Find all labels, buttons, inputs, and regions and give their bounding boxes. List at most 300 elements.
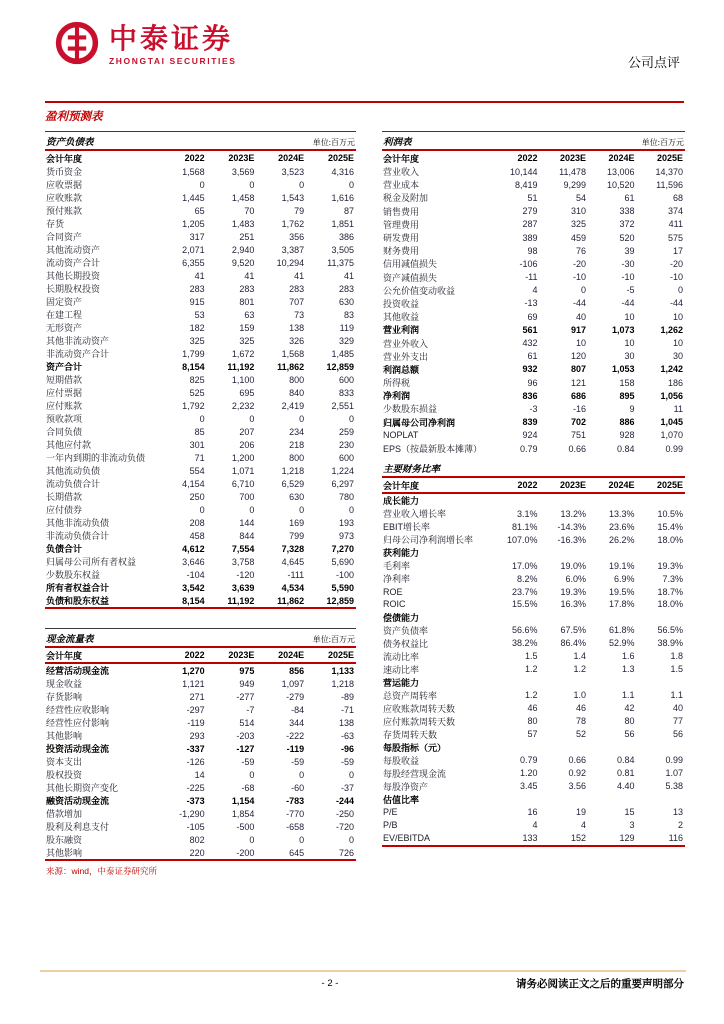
row-label: 债务权益比 (383, 638, 429, 649)
row-label: 其他长期资产变化 (46, 783, 119, 793)
cell-value (540, 546, 588, 559)
source-note: 来源：wind，中泰证券研究所 (46, 866, 157, 876)
cell-value: 10.5% (657, 508, 683, 519)
balance-sheet-block (45, 131, 356, 609)
cell-value (637, 493, 686, 507)
table-row (382, 402, 685, 415)
cell-value: 10,144 (510, 166, 538, 177)
table-row (382, 244, 685, 257)
cell-value: 0.66 (568, 443, 587, 454)
cell-value: 3,523 (281, 166, 305, 177)
row-label: 营运能力 (383, 677, 420, 688)
cell-value: 5.38 (665, 781, 683, 792)
row-label: 财务费用 (383, 246, 420, 257)
cell-value: -111 (287, 569, 305, 580)
row-label: 经营性应付影响 (46, 718, 110, 728)
column-header-label: 会计年度 (46, 650, 83, 661)
cell-value: 700 (239, 491, 255, 502)
section-row (382, 546, 685, 559)
cell-value: -277 (236, 691, 255, 702)
cell-value: 459 (570, 232, 587, 243)
cell-value: 13,006 (606, 166, 635, 177)
cell-value: -44 (621, 298, 635, 309)
column-header-year: 2022 (184, 650, 205, 660)
cell-value: 0 (299, 179, 305, 190)
row-label: 应收账款周转天数 (383, 703, 456, 714)
row-label: 估值比率 (383, 794, 420, 805)
cell-value: 949 (239, 678, 255, 689)
table-row (45, 690, 356, 703)
cell-value: 61 (527, 351, 538, 362)
cell-value: 432 (522, 338, 538, 349)
cell-value: -1,290 (179, 808, 205, 819)
row-label: 借款增加 (46, 809, 83, 819)
cell-value: -10 (669, 272, 683, 283)
cell-value: 42 (624, 703, 635, 714)
cell-value: 6,355 (182, 257, 205, 268)
row-label: 所有者权益合计 (46, 583, 110, 593)
cell-value (491, 493, 539, 507)
cell-value: 3 (629, 820, 635, 831)
ratios-title: 主要财务比率 (383, 465, 441, 476)
table-row (45, 477, 356, 490)
cell-value: 1,071 (231, 465, 255, 476)
cell-value: 1,672 (231, 348, 255, 359)
row-label: 投资收益 (383, 298, 420, 309)
section-row (382, 493, 685, 507)
column-header-year: 2023E (228, 153, 255, 163)
table-row (382, 297, 685, 310)
cell-value: 9,299 (563, 179, 587, 190)
cell-value: 973 (338, 530, 354, 541)
cell-value: 251 (239, 231, 255, 242)
income-statement-title-row (382, 131, 685, 151)
row-label: 信用减值损失 (383, 259, 438, 270)
table-row (382, 559, 685, 572)
cell-value: 4 (581, 820, 587, 831)
cell-value: 10 (672, 338, 683, 349)
cell-value: 2 (677, 820, 683, 831)
table-body (45, 663, 356, 860)
row-label: P/E (383, 807, 398, 818)
table-row (45, 794, 356, 807)
cell-value: -222 (286, 730, 305, 741)
cell-value: 230 (338, 439, 354, 450)
cell-value: 96 (527, 377, 538, 388)
row-label: 速动比率 (383, 664, 420, 675)
cell-value: 1.4 (573, 651, 587, 662)
row-label: 投资活动现金流 (46, 744, 110, 754)
cell-value: 1,543 (281, 192, 305, 203)
table-row (382, 389, 685, 402)
footer-disclaimer: 请务必阅读正文之后的重要声明部分 (516, 979, 684, 990)
cell-value: 18.0% (657, 534, 683, 545)
cell-value: 73 (294, 309, 305, 320)
cell-value: 4,154 (182, 478, 205, 489)
table-header-row (382, 478, 685, 493)
cell-value: -720 (335, 821, 354, 832)
cell-value: 56 (624, 729, 635, 740)
cell-value (637, 793, 686, 806)
left-column (45, 131, 356, 877)
cell-value: -5 (626, 285, 635, 296)
cell-value: 79 (294, 205, 305, 216)
cell-value: -30 (621, 258, 635, 269)
row-label: 流动负债合计 (46, 479, 101, 489)
cell-value: 52.9% (608, 638, 635, 649)
cell-value: 15.5% (512, 599, 538, 610)
cell-value: 193 (338, 517, 354, 528)
cell-value: 2,419 (281, 400, 305, 411)
income-statement-block (382, 131, 685, 455)
cell-value: 1.20 (520, 768, 538, 779)
cell-value: 67.5% (560, 625, 587, 636)
table-row (45, 321, 356, 334)
cell-value: 46 (576, 703, 587, 714)
row-label: 税金及附加 (383, 193, 429, 204)
cell-value: 1,270 (182, 665, 205, 676)
cell-value: 2,940 (231, 244, 255, 255)
cell-value: 1,218 (331, 678, 354, 689)
row-label: 每股指标（元） (383, 742, 447, 753)
table-row (382, 363, 685, 376)
cell-value: 81.1% (512, 521, 538, 532)
table-row (45, 425, 356, 438)
cell-value: 0 (299, 413, 305, 424)
cell-value: 158 (619, 377, 635, 388)
cell-value: 40 (672, 703, 683, 714)
table-row (45, 529, 356, 542)
cell-value: 800 (289, 374, 305, 385)
table-row (382, 754, 685, 767)
cell-value: -658 (286, 821, 305, 832)
cell-value: 3,542 (182, 582, 205, 593)
cell-value: 3,387 (281, 244, 305, 255)
cell-value: 9 (629, 403, 635, 414)
cell-value: 2,232 (231, 400, 255, 411)
cell-value: 120 (570, 351, 587, 362)
cell-value: 751 (570, 430, 587, 441)
cell-value: 52 (576, 729, 587, 740)
row-label: 其他非流动负债 (46, 518, 110, 528)
cell-value: 1,056 (660, 390, 683, 401)
row-label: 存货影响 (46, 692, 83, 702)
cell-value: -71 (340, 704, 354, 715)
cell-value: 1.1 (670, 690, 683, 701)
cell-value: 107.0% (507, 534, 538, 545)
cell-value: 218 (289, 439, 305, 450)
cell-value: -60 (291, 782, 305, 793)
cell-value: 1,218 (281, 465, 305, 476)
cell-value: 133 (522, 833, 538, 844)
cell-value: 121 (570, 377, 587, 388)
cell-value: 8,154 (182, 595, 205, 606)
cell-value: 19.1% (608, 560, 635, 571)
cell-value: 329 (338, 335, 354, 346)
column-header-year: 2023E (559, 480, 587, 491)
cell-value: 1,458 (231, 192, 255, 203)
cell-value: 10 (624, 311, 635, 322)
table-row (382, 284, 685, 297)
cell-value: 1,073 (611, 324, 635, 335)
cell-value: 152 (570, 833, 587, 844)
row-label: 股权投资 (46, 770, 83, 780)
cell-value: -44 (669, 298, 683, 309)
cell-value: 0.79 (520, 443, 538, 454)
table-row (45, 677, 356, 690)
cell-value: -59 (241, 756, 255, 767)
cell-value (588, 741, 636, 754)
row-label: 归母公司净利润增长率 (383, 535, 474, 546)
row-label: 融资活动现金流 (46, 796, 110, 806)
cell-value: 40 (576, 311, 587, 322)
cell-value: 0 (299, 504, 305, 515)
row-label: 长期借款 (46, 492, 83, 502)
cell-value: 11,596 (656, 179, 683, 190)
cell-value: 1.3 (621, 664, 635, 675)
cell-value: -20 (573, 258, 587, 269)
row-label: 应收票据 (46, 180, 83, 190)
cell-value: 283 (239, 283, 255, 294)
table-row (45, 542, 356, 555)
cell-value: 220 (189, 847, 205, 858)
row-label: 应付账款周转天数 (383, 716, 456, 727)
zhongtai-logo-icon (54, 20, 100, 71)
cell-value: 575 (667, 232, 683, 243)
table-row (45, 742, 356, 755)
cell-value: 645 (289, 847, 305, 858)
cell-value: 85 (194, 426, 205, 437)
cell-value: 0 (348, 504, 354, 515)
cell-value: 0.84 (616, 443, 635, 454)
cell-value: -3 (529, 403, 538, 414)
cell-value: 317 (189, 231, 205, 242)
cell-value: 801 (239, 296, 255, 307)
cell-value (588, 793, 636, 806)
row-label: 预付账款 (46, 206, 83, 216)
cell-value: 10 (576, 338, 587, 349)
cell-value: 1,053 (611, 364, 635, 375)
cell-value: -13 (524, 298, 538, 309)
table-row (382, 780, 685, 793)
table-row (45, 451, 356, 464)
cell-value: 0 (249, 769, 255, 780)
cell-value: -500 (236, 821, 255, 832)
cell-value: 46 (527, 703, 538, 714)
cell-value (540, 741, 588, 754)
column-header-label: 会计年度 (383, 153, 420, 164)
cell-value: 1.5 (670, 664, 683, 675)
ratios-table (382, 478, 685, 846)
table-row (45, 464, 356, 477)
cell-value: 338 (619, 206, 635, 217)
cell-value: -200 (236, 847, 255, 858)
cell-value: 19 (576, 807, 587, 818)
table-header-row (382, 151, 685, 165)
table-row (382, 637, 685, 650)
row-label: 营业外收入 (383, 338, 429, 349)
cell-value: 0 (199, 179, 205, 190)
cell-value: 11,192 (227, 361, 255, 372)
cell-value: 283 (189, 283, 205, 294)
cell-value: 1,133 (331, 665, 354, 676)
cell-value: 0 (348, 769, 354, 780)
cell-value: 1,200 (231, 452, 255, 463)
cell-value: -16.3% (557, 534, 587, 545)
cell-value: 159 (239, 322, 255, 333)
row-label: 偿债能力 (383, 612, 420, 623)
cell-value: 1.2 (573, 664, 587, 675)
cell-value: 1,792 (182, 400, 205, 411)
table-row (382, 572, 685, 585)
cell-value: 1.6 (621, 651, 635, 662)
balance-sheet-title-row (45, 131, 356, 151)
cell-value: 6,297 (331, 478, 354, 489)
cell-value: 69 (527, 311, 538, 322)
cell-value: 0 (348, 834, 354, 845)
cell-value: 144 (239, 517, 255, 528)
row-label: 非流动负债合计 (46, 531, 110, 541)
row-label: 经营性应收影响 (46, 705, 110, 715)
cell-value: 310 (570, 206, 587, 217)
column-header-year: 2024E (278, 153, 305, 163)
doc-type-label: 公司点评 (627, 55, 680, 70)
cell-value: 138 (338, 717, 354, 728)
cell-value: 686 (570, 390, 587, 401)
row-label: 利润总额 (383, 364, 420, 375)
cell-value: 4 (532, 820, 538, 831)
row-label: 营业利润 (383, 325, 420, 336)
cell-value: 833 (338, 387, 354, 398)
cash-flow-unit: 单位:百万元 (312, 635, 355, 644)
table-row (45, 768, 356, 781)
cell-value: 83 (343, 309, 354, 320)
section-heading: 盈利预测表 (45, 111, 103, 123)
cell-value: -337 (186, 743, 205, 754)
row-label: EV/EBITDA (383, 833, 431, 844)
cell-value: 895 (619, 390, 635, 401)
table-row (45, 165, 356, 178)
row-label: 获利能力 (383, 548, 420, 559)
cell-value: 0.79 (520, 755, 538, 766)
table-body (45, 165, 356, 608)
row-label: 货币资金 (46, 167, 83, 177)
table-row (45, 594, 356, 608)
row-label: 其他长期投资 (46, 271, 101, 281)
table-row (45, 516, 356, 529)
row-label: 预收款项 (46, 414, 83, 424)
cell-value: 4.40 (616, 781, 635, 792)
cell-value: -127 (236, 743, 255, 754)
cell-value: 77 (672, 716, 683, 727)
cell-value: 2,551 (331, 400, 354, 411)
cell-value: 6.9% (613, 573, 635, 584)
table-row (45, 373, 356, 386)
column-header-year: 2024E (608, 153, 635, 163)
cell-value: 56.6% (512, 625, 538, 636)
table-row (45, 282, 356, 295)
cell-value: 206 (239, 439, 255, 450)
cell-value: 807 (570, 364, 587, 375)
cell-value: -373 (186, 795, 205, 806)
cell-value: 17.0% (512, 560, 538, 571)
section-row (382, 611, 685, 624)
table-row (45, 581, 356, 594)
cell-value: 30 (624, 351, 635, 362)
cell-value (491, 741, 539, 754)
cell-value: 1,097 (281, 678, 305, 689)
table-row (45, 295, 356, 308)
cell-value: 702 (570, 417, 587, 428)
cell-value: 1,485 (331, 348, 354, 359)
cell-value: 6,529 (281, 478, 305, 489)
cell-value: 4,645 (281, 556, 305, 567)
table-body (382, 165, 685, 455)
cell-value: 1,224 (331, 465, 354, 476)
cell-value: 1,483 (231, 218, 255, 229)
cell-value: 53 (194, 309, 205, 320)
cell-value: 4,316 (331, 166, 354, 177)
cell-value: 600 (338, 452, 354, 463)
cell-value: 2,071 (182, 244, 205, 255)
row-label: 总资产周转率 (383, 690, 438, 701)
cell-value (588, 493, 636, 507)
row-label: 归属母公司所有者权益 (46, 557, 137, 567)
cell-value (491, 676, 539, 689)
cell-value: 17.8% (608, 599, 635, 610)
column-header-year: 2024E (278, 650, 305, 660)
cell-value: 325 (189, 335, 205, 346)
table-row (45, 230, 356, 243)
table-row (382, 442, 685, 455)
cell-value: -37 (340, 782, 354, 793)
right-column (382, 131, 685, 877)
table-row (382, 689, 685, 702)
cell-value: 0 (677, 285, 683, 296)
cell-value: -7 (246, 704, 255, 715)
cell-value: 389 (522, 232, 538, 243)
cell-value: 30 (672, 351, 683, 362)
cell-value: 182 (189, 322, 205, 333)
cell-value: -770 (286, 808, 305, 819)
row-label: P/B (383, 820, 398, 831)
row-label: 少数股东权益 (46, 570, 101, 580)
cell-value: 344 (289, 717, 305, 728)
table-row (382, 520, 685, 533)
cell-value: 1,100 (231, 374, 255, 385)
table-row (45, 807, 356, 820)
column-header-year: 2024E (608, 480, 635, 491)
row-label: 股利及利息支付 (46, 822, 110, 832)
row-label: 无形资产 (46, 323, 83, 333)
income-statement-unit: 单位:百万元 (641, 138, 684, 147)
cell-value: 3,569 (231, 166, 255, 177)
row-label: 营业收入增长率 (383, 509, 447, 520)
cell-value: 19.0% (560, 560, 587, 571)
table-row (382, 585, 685, 598)
cell-value (588, 546, 636, 559)
column-header-year: 2022 (517, 153, 538, 163)
cell-value: 3.45 (520, 781, 538, 792)
table-row (45, 308, 356, 321)
cell-value: -14.3% (557, 521, 587, 532)
cell-value: 38.2% (512, 638, 538, 649)
footer-divider (40, 970, 686, 972)
cell-value: 65 (194, 205, 205, 216)
row-label: 其他流动资产 (46, 245, 101, 255)
table-row (45, 178, 356, 191)
table-row (45, 347, 356, 360)
